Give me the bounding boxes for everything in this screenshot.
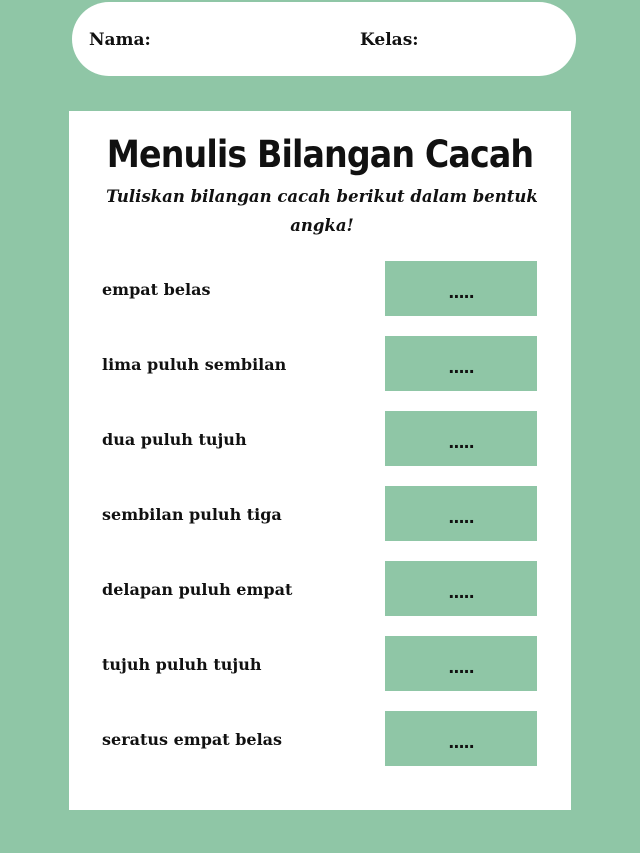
exercise-row xyxy=(69,411,571,467)
worksheet-title: Menulis Bilangan Cacah xyxy=(106,133,534,176)
answer-blank: ..... xyxy=(448,583,474,602)
exercise-row xyxy=(69,336,571,392)
exercise-prompt: lima puluh sembilan xyxy=(102,355,287,374)
exercise-row xyxy=(69,711,571,767)
answer-blank: ..... xyxy=(448,508,474,527)
answer-box[interactable] xyxy=(385,411,537,466)
answer-box[interactable] xyxy=(385,261,537,316)
exercise-row xyxy=(69,636,571,692)
class-label: Kelas: xyxy=(360,30,419,50)
exercise-row xyxy=(69,561,571,617)
answer-blank: ..... xyxy=(448,433,474,452)
exercise-prompt: seratus empat belas xyxy=(102,730,283,749)
answer-box[interactable] xyxy=(385,336,537,391)
exercise-row xyxy=(69,486,571,542)
exercise-prompt: empat belas xyxy=(102,280,211,299)
name-label: Nama: xyxy=(89,30,151,50)
answer-box[interactable] xyxy=(385,636,537,691)
answer-box[interactable] xyxy=(385,711,537,766)
answer-box[interactable] xyxy=(385,486,537,541)
student-info-bar xyxy=(72,2,576,76)
answer-blank: ..... xyxy=(448,358,474,377)
exercise-prompt: tujuh puluh tujuh xyxy=(102,655,262,674)
exercise-row xyxy=(69,261,571,317)
exercise-prompt: sembilan puluh tiga xyxy=(102,505,282,524)
answer-box[interactable] xyxy=(385,561,537,616)
worksheet-instruction: Tuliskan bilangan cacah berikut dalam bentuk angka! xyxy=(106,187,538,235)
worksheet xyxy=(69,111,571,810)
answer-blank: ..... xyxy=(448,733,474,752)
answer-blank: ..... xyxy=(448,658,474,677)
exercise-prompt: dua puluh tujuh xyxy=(102,430,247,449)
answer-blank: ..... xyxy=(448,283,474,302)
exercise-prompt: delapan puluh empat xyxy=(102,580,293,599)
